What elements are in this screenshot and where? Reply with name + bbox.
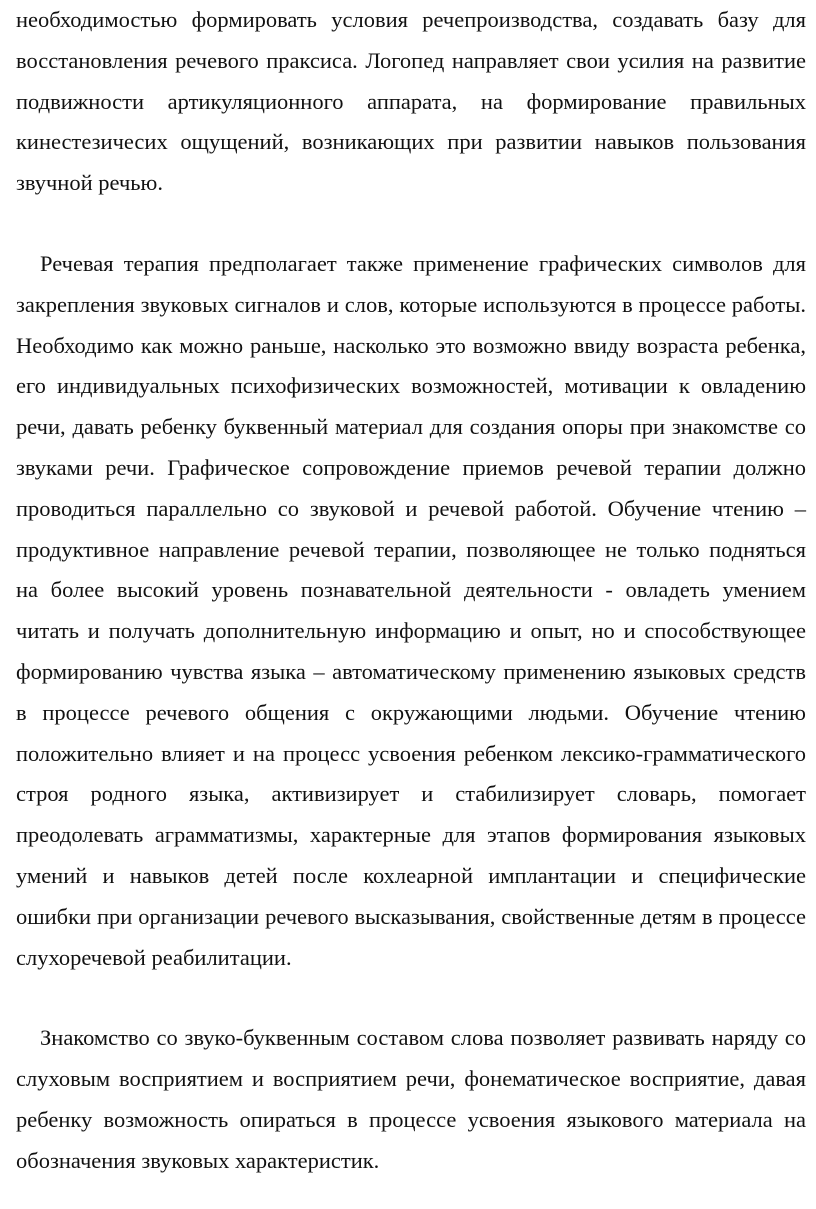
- paragraph-speech-therapy: Речевая терапия предполагает также применение графических символов для закрепления звуковых сигналов и слов, которые используются в процессе работы. Необходимо как можно раньше, насколько это возможно ввиду возраста ребенка, его индивидуальных психофизических возможностей, мотивации к овладению речи, давать ребенку буквенный материал для создания опоры при знакомстве со звуками речи. Графическое сопровождение приемов речевой терапии должно проводиться параллельно со звуковой и речевой работой. Обучение чтению – продуктивное направление речевой терапии, позволяющее не только подняться на более высокий уровень познавательной деятельности - овладеть умением читать и получать дополнительную информацию и опыт, но и способствующее формированию чувства языка – автоматическому применению языковых средств в процессе речевого общения с окружающими людьми. Обучение чтению положительно влияет и на процесс усвоения ребенком лексико-грамматического строя родного языка, активизирует и стабилизирует словарь, помогает преодолевать аграмматизмы, характерные для этапов формирования языковых умений и навыков детей после кохлеарной имплантации и специфические ошибки при организации речевого высказывания, свойственные детям в процессе слухоречевой реабилитации.: [16, 250, 806, 970]
- paragraph-gap: [16, 204, 806, 244]
- paragraph-gap: [16, 978, 806, 1018]
- paragraph-sound-letter: Знакомство со звуко-буквенным составом слова позволяет развивать наряду со слуховым восприятием и восприятием речи, фонематическое восприятие, давая ребенку возможность опираться в процессе усвоения языкового материала на обозначения звуковых характеристик.: [16, 1025, 806, 1173]
- document-page: [16, 0, 806, 1182]
- paragraph-continuation: необходимостью формировать условия речепроизводства, создавать базу для восстановления речевого праксиса. Логопед направляет свои усилия на развитие подвижности артикуляционного аппарата, на формирование правильных кинестезичесих ощущений, возникающих при развитии навыков пользования звучной речью.: [16, 7, 806, 196]
